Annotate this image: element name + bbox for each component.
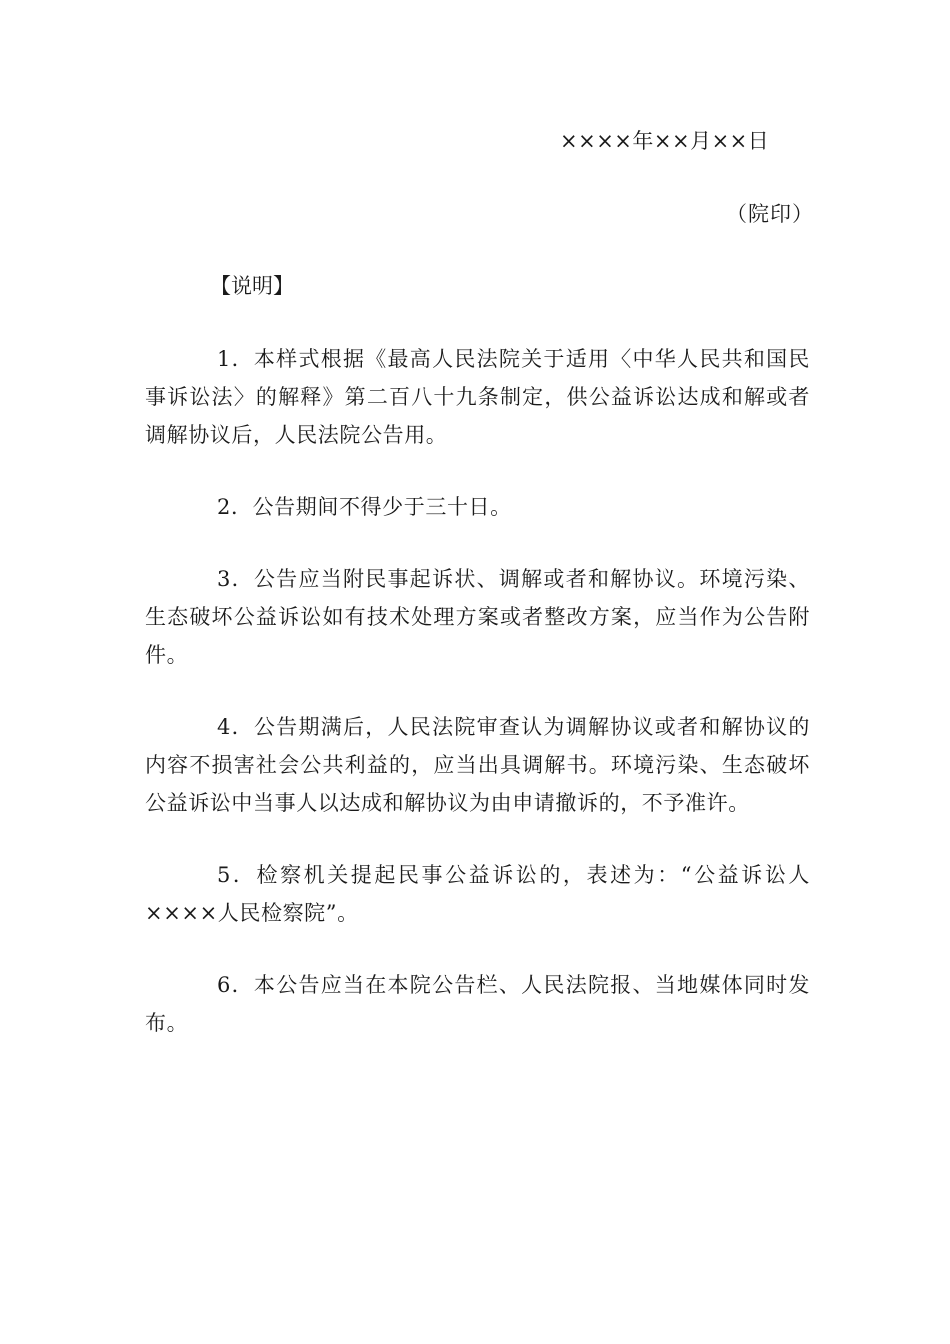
court-seal-note: （院印） (726, 202, 814, 226)
note-item-3: 3．公告应当附民事起诉状、调解或者和解协议。环境污染、生态破坏公益诉讼如有技术处理方案或者整改方案，应当作为公告附件。 (145, 567, 810, 667)
document-date: ××××年××月××日 (560, 129, 770, 153)
note-item-5: 5．检察机关提起民事公益诉讼的，表述为：“公益诉讼人××××人民检察院”。 (145, 863, 810, 925)
note-item-6: 6．本公告应当在本院公告栏、人民法院报、当地媒体同时发布。 (145, 973, 810, 1035)
explanation-notes (145, 340, 810, 1076)
note-item-2: 2．公告期间不得少于三十日。 (217, 495, 512, 519)
explanation-heading: 【说明】 (210, 274, 294, 298)
note-item-1: 1．本样式根据《最高人民法院关于适用〈中华人民共和国民事诉讼法〉的解释》第二百八十九条制定，供公益诉讼达成和解或者调解协议后，人民法院公告用。 (145, 347, 810, 447)
note-item-4: 4．公告期满后，人民法院审查认为调解协议或者和解协议的内容不损害社会公共利益的，应当出具调解书。环境污染、生态破坏公益诉讼中当事人以达成和解协议为由申请撤诉的，不予准许。 (145, 715, 810, 815)
